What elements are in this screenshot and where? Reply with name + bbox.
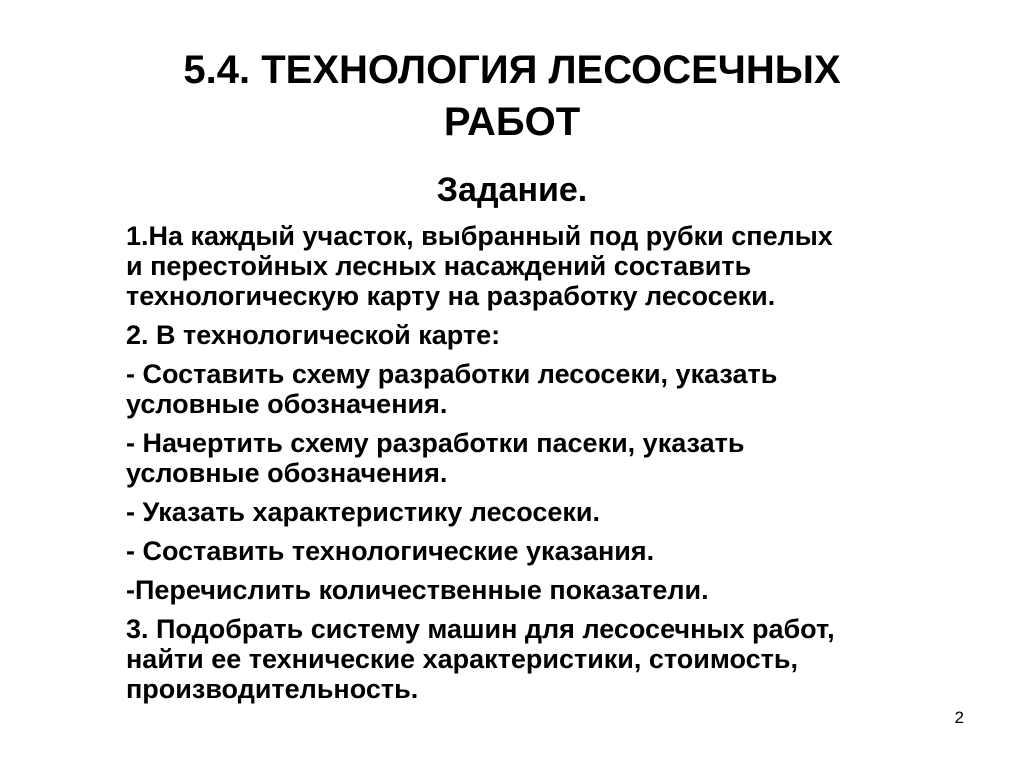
- text-line: 3. Подобрать систему машин для лесосечных работ,: [126, 614, 835, 644]
- task-paragraph: [126, 428, 966, 488]
- text-line: технологическую карту на разработку лесосеки.: [126, 281, 776, 311]
- text-line: найти ее технические характеристики, стоимость,: [126, 644, 798, 674]
- task-paragraph: [126, 359, 966, 419]
- title-line-1: 5.4. ТЕХНОЛОГИЯ ЛЕСОСЕЧНЫХ: [183, 48, 841, 92]
- slide-title: [0, 44, 1024, 148]
- text-line: - Начертить схему разработки пасеки, указать: [126, 428, 745, 458]
- task-paragraph: [126, 575, 966, 605]
- text-line: - Составить технологические указания.: [126, 536, 655, 566]
- task-paragraph: [126, 320, 966, 350]
- task-paragraph: [126, 536, 966, 566]
- text-line: 2. В технологической карте:: [126, 320, 501, 350]
- text-line: условные обозначения.: [126, 458, 448, 488]
- title-line-2: РАБОТ: [443, 100, 581, 144]
- text-line: условные обозначения.: [126, 389, 448, 419]
- task-paragraph: [126, 497, 966, 527]
- text-line: 1.На каждый участок, выбранный под рубки спелых: [126, 221, 833, 251]
- page-number: 2: [954, 708, 964, 727]
- text-line: производительность.: [126, 674, 419, 704]
- slide-subtitle: Задание.: [436, 171, 588, 209]
- task-paragraph: [126, 614, 966, 704]
- text-line: и перестойных лесных насаждений составить: [126, 251, 752, 281]
- task-list: [126, 221, 966, 713]
- text-line: - Указать характеристику лесосеки.: [126, 497, 601, 527]
- text-line: - Составить схему разработки лесосеки, указать: [126, 359, 778, 389]
- task-paragraph: [126, 221, 966, 311]
- text-line: -Перечислить количественные показатели.: [126, 575, 709, 605]
